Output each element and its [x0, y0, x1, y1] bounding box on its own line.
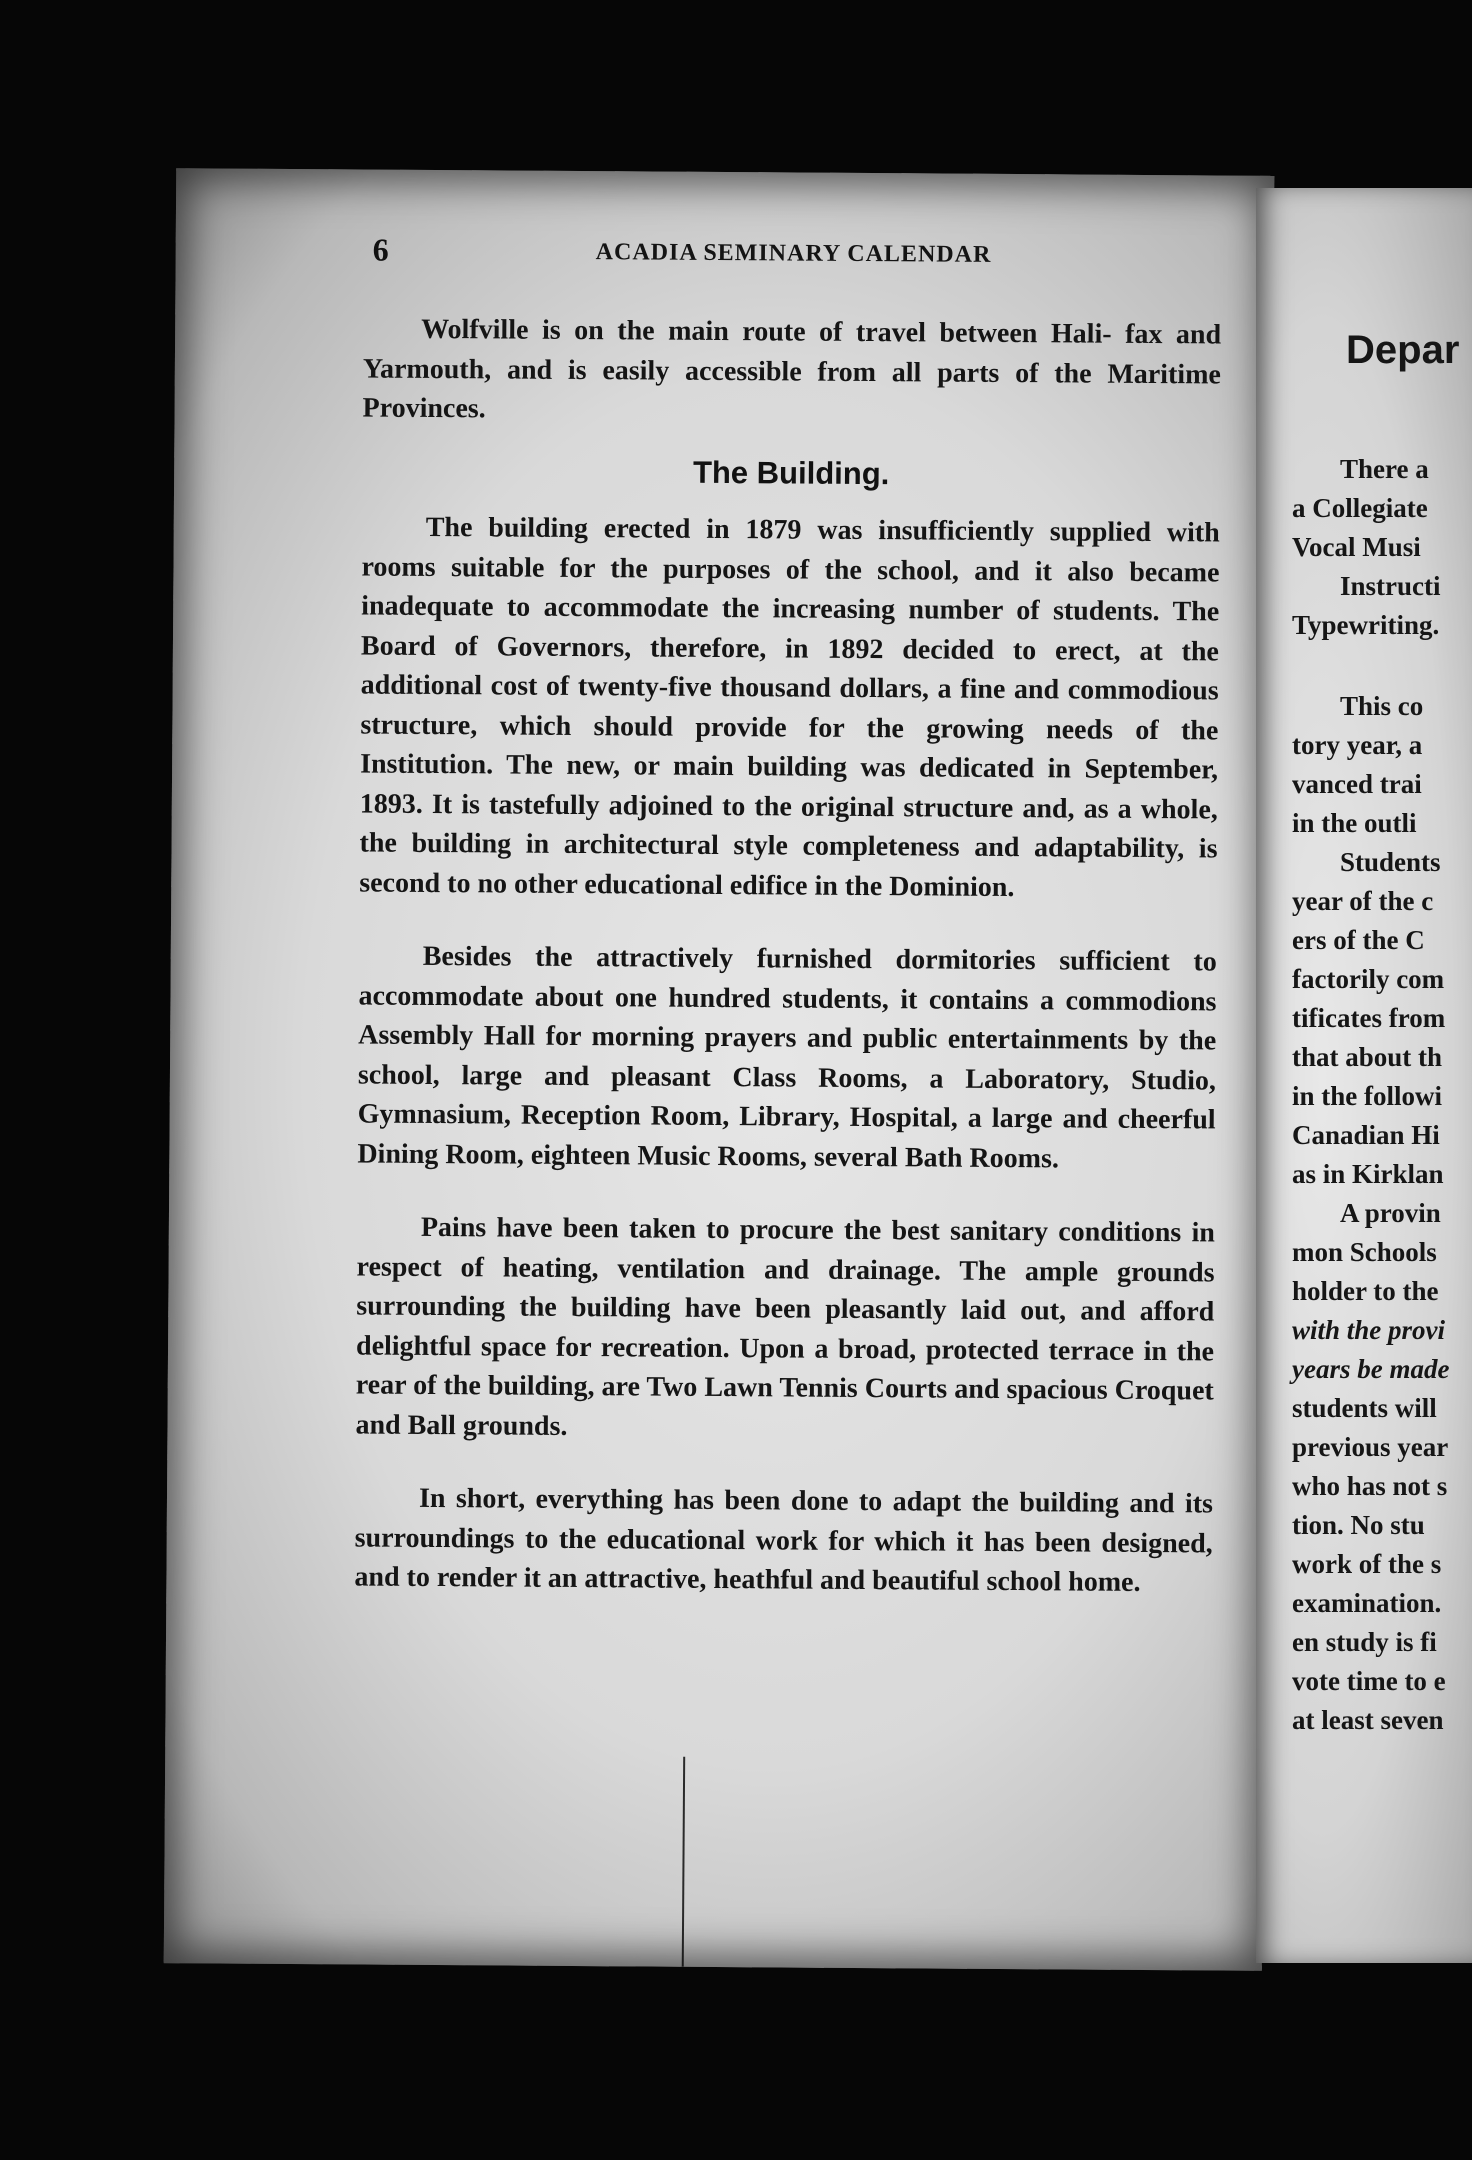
paragraph-summary: In short, everything has been done to adapt the building and its surroundings to the educational work for which it has been designed, and to render it an attractive, heathful and beautiful school home.	[354, 1482, 1214, 1598]
right-page-title: Depar	[1346, 328, 1460, 372]
right-page-line: at least seven	[1292, 1705, 1444, 1735]
right-page-line: en study is fi	[1292, 1627, 1437, 1657]
left-page	[164, 168, 1275, 1971]
section-heading: The Building.	[692, 454, 890, 491]
right-page-line: students will	[1292, 1393, 1437, 1423]
right-page-line: previous year	[1292, 1432, 1449, 1462]
intro-line: of the Maritime Provinces.	[362, 357, 1222, 425]
right-page-line: as in Kirklan	[1292, 1159, 1444, 1189]
right-page-line: Instructi	[1340, 571, 1441, 601]
body-text	[354, 309, 1221, 1602]
right-page-line: tory year, a	[1292, 730, 1423, 760]
intro-line: fax and Yarmouth, and is easily accessible from all parts	[362, 318, 1222, 389]
intro-line: Wolfville is on the main route of travel between Hali-	[421, 313, 1112, 350]
right-page-line: examination.	[1292, 1588, 1442, 1618]
right-page-line: tificates from	[1292, 1003, 1446, 1033]
right-page-line: A provin	[1340, 1198, 1441, 1228]
page-number: 6	[372, 231, 389, 268]
paragraph-grounds: Pains have been taken to procure the best sanitary conditions in respect of heating, ventilation and drainage. The ample grounds surrounding the building have been pleasantly laid out, and afford delightful space for recreation. Upon a broad, protected terrace in the rear of the building, are Two Lawn Tennis Courts and spacious Croquet and Ball grounds.	[355, 1211, 1215, 1442]
page-header	[176, 230, 1274, 278]
paragraph-rooms: Besides the attractively furnished dormitories sufficient to accommodate about one hundred students, it contains a commodions Assembly Hall for morning prayers and public entertainments by the school, large and pleasant Class Rooms, a Laboratory, Studio, Gymnasium, Reception Room, Library, Hospital, a large and cheerful Dining Room, eighteen Music Rooms, several Bath Rooms.	[357, 940, 1217, 1174]
right-page-line: year of the c	[1292, 886, 1434, 916]
right-page-line: in the outli	[1292, 808, 1417, 838]
right-page-line: This co	[1340, 691, 1424, 721]
right-page-line: a Collegiate	[1292, 493, 1428, 523]
right-page-line: that about th	[1292, 1042, 1443, 1072]
right-page-line: work of the s	[1292, 1549, 1442, 1579]
right-page-line: years be made	[1292, 1354, 1450, 1384]
right-page-line: in the followi	[1292, 1081, 1443, 1111]
right-page-line: factorily com	[1292, 964, 1445, 994]
right-page-line: Canadian Hi	[1292, 1120, 1440, 1150]
page-crease	[682, 1757, 685, 1967]
right-page-line: holder to the	[1292, 1276, 1439, 1306]
right-page-line: vanced trai	[1292, 769, 1422, 799]
right-page-line: ers of the C	[1292, 925, 1425, 955]
paragraph-building: The building erected in 1879 was insufficiently supplied with rooms suitable for the purposes of the school, and it also became inadequate to accommodate the increasing number of students. The Board of Governors, therefore, in 1892 decided to erect, at the additional cost of twenty-five thousand dollars, a fine and commodious structure, which should provide for the growing needs of the Institution. The new, or main building was dedicated in September, 1893. It is tastefully adjoined to the original structure and, as a whole, the building in architectural style completeness and adaptability, is second to no other educational edifice in the Dominion.	[359, 511, 1220, 903]
right-page-line: who has not s	[1292, 1471, 1448, 1501]
right-page-line: tion. No stu	[1292, 1510, 1425, 1540]
right-page-line: Students	[1340, 847, 1441, 877]
right-page-line: There a	[1340, 454, 1429, 484]
right-page-line	[1292, 645, 1472, 687]
right-page-line: vote time to e	[1292, 1666, 1446, 1696]
intro-paragraph	[362, 309, 1221, 433]
right-page-line: with the provi	[1292, 1315, 1446, 1345]
running-head: ACADIA SEMINARY CALENDAR	[595, 239, 992, 268]
right-page-fragment	[1256, 188, 1472, 1963]
right-page-line: Vocal Musi	[1292, 532, 1421, 562]
right-page-line: Typewriting.	[1292, 610, 1440, 640]
right-page-text	[1292, 450, 1472, 1740]
right-page-line: mon Schools	[1292, 1237, 1437, 1267]
